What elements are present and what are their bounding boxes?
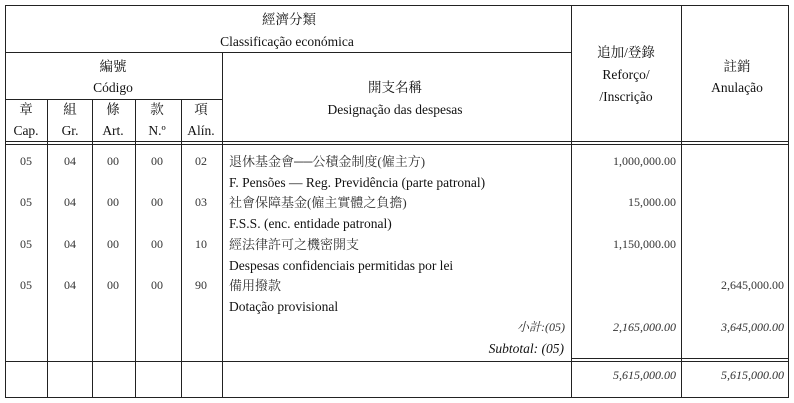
- row4-designation-pt: Dotação provisional: [229, 299, 339, 314]
- col-alin-header-zh: 項: [194, 102, 208, 117]
- designation-header-zh: 開支名稱: [368, 80, 422, 95]
- econ-class-title-zh: 經濟分類: [262, 12, 316, 27]
- row2-cap: 05: [20, 195, 32, 209]
- row2-designation-zh: 社會保障基金(僱主實體之負擔): [229, 195, 407, 210]
- col-art-header-pt: Art.: [102, 123, 124, 138]
- row3-gr: 04: [64, 237, 76, 251]
- row3-no: 00: [151, 237, 163, 251]
- total-anulacao: 5,615,000.00: [721, 368, 784, 382]
- anulacao-header-zh: 註銷: [723, 59, 751, 74]
- row1-reforco: 1,000,000.00: [613, 154, 676, 168]
- econ-class-title-pt: Classificação económica: [220, 34, 354, 49]
- reforco-header-zh: 追加/登錄: [597, 45, 655, 60]
- row2-no: 00: [151, 195, 163, 209]
- row2-gr: 04: [64, 195, 76, 209]
- col-gr-header-zh: 組: [63, 102, 77, 117]
- row1-designation-zh: 退休基金會──公積金制度(僱主方): [229, 154, 426, 169]
- reforco-header-pt-line2: /Inscrição: [599, 89, 653, 104]
- row3-art: 00: [107, 237, 119, 251]
- total-reforco: 5,615,000.00: [613, 368, 676, 382]
- row1-gr: 04: [64, 154, 76, 168]
- row2-designation-pt: F.S.S. (enc. entidade patronal): [229, 216, 392, 231]
- row4-cap: 05: [20, 278, 32, 292]
- col-cap-header-pt: Cap.: [13, 123, 39, 138]
- code-header-zh: 編號: [99, 59, 127, 74]
- row4-art: 00: [107, 278, 119, 292]
- row2-art: 00: [107, 195, 119, 209]
- row4-gr: 04: [64, 278, 76, 292]
- code-header-pt: Código: [93, 80, 133, 95]
- row4-anulacao: 2,645,000.00: [721, 278, 784, 292]
- row1-alin: 02: [195, 154, 207, 168]
- row3-reforco: 1,150,000.00: [613, 237, 676, 251]
- col-cap-header-zh: 章: [19, 102, 33, 117]
- row4-alin: 90: [195, 278, 207, 292]
- designation-header-pt: Designação das despesas: [327, 102, 463, 117]
- row4-designation-zh: 備用撥款: [229, 278, 282, 293]
- row1-cap: 05: [20, 154, 32, 168]
- row3-alin: 10: [195, 237, 207, 251]
- row4-no: 00: [151, 278, 163, 292]
- reforco-header-pt-line1: Reforço/: [602, 67, 650, 82]
- col-gr-header-pt: Gr.: [61, 123, 79, 138]
- row1-art: 00: [107, 154, 119, 168]
- row3-designation-zh: 經法律許可之機密開支: [229, 237, 360, 252]
- col-no-header-pt: N.º: [148, 123, 166, 138]
- row3-designation-pt: Despesas confidenciais permitidas por lei: [229, 258, 454, 273]
- subtotal-anulacao: 3,645,000.00: [721, 320, 784, 334]
- subtotal-label-pt: Subtotal: (05): [488, 341, 564, 356]
- col-art-header-zh: 條: [106, 102, 120, 117]
- col-no-header-zh: 款: [150, 102, 164, 117]
- anulacao-header-pt: Anulação: [711, 80, 763, 95]
- col-alin-header-pt: Alín.: [187, 123, 215, 138]
- row2-reforco: 15,000.00: [628, 195, 676, 209]
- row2-alin: 03: [195, 195, 207, 209]
- row3-cap: 05: [20, 237, 32, 251]
- row1-no: 00: [151, 154, 163, 168]
- subtotal-label-zh: 小計:(05): [517, 320, 565, 334]
- row1-designation-pt: F. Pensões — Reg. Previdência (parte patronal): [229, 175, 486, 190]
- subtotal-reforco: 2,165,000.00: [613, 320, 676, 334]
